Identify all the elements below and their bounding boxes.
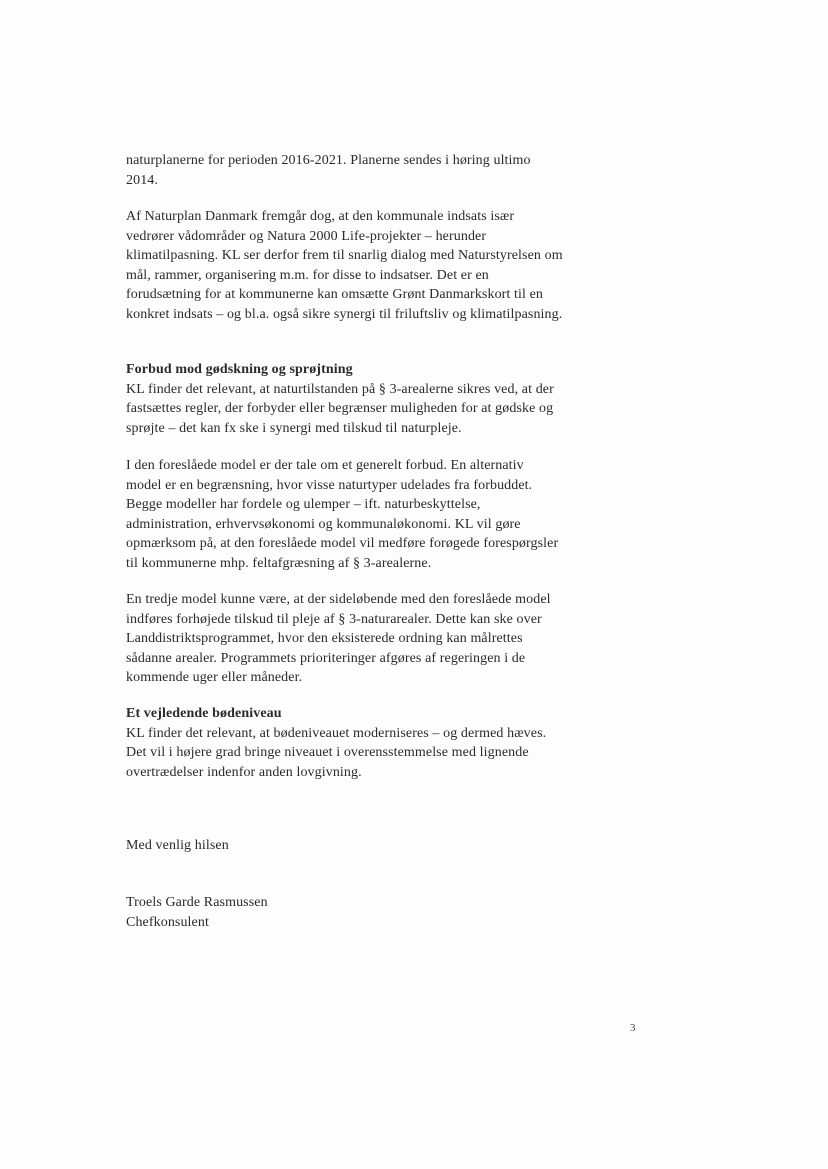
text-line: opmærksom på, at den foreslåede model vil medføre forøgede forespørgsler bbox=[126, 536, 559, 551]
text-line: Af Naturplan Danmark fremgår dog, at den kommunale indsats især bbox=[126, 209, 515, 224]
text-line: til kommunerne mhp. feltafgræsning af § 3-arealerne. bbox=[126, 555, 432, 571]
paragraph-naturplaner bbox=[126, 151, 606, 190]
text-line: KL finder det relevant, at naturtilstanden på § 3-arealerne sikres ved, at der bbox=[126, 381, 554, 397]
text-line: mål, rammer, organisering m.m. for disse to indsatser. Det er en bbox=[126, 267, 489, 283]
text-line: overtrædelser indenfor anden lovgivning. bbox=[126, 764, 362, 780]
text-line: administration, erhvervsøkonomi og kommunaløkonomi. KL vil gøre bbox=[126, 516, 521, 532]
text-line: indføres forhøjede tilskud til pleje af § 3-naturarealer. Dette kan ske over bbox=[126, 611, 542, 627]
text-line: Landdistriktsprogrammet, hvor den eksisterede ordning kan målrettes bbox=[126, 631, 523, 646]
text-line: konkret indsats – og bl.a. også sikre synergi til friluftsliv og klimatilpasning. bbox=[126, 306, 563, 322]
text-line: sprøjte – det kan fx ske i synergi med tilskud til naturpleje. bbox=[126, 420, 462, 436]
text-line: model er en begrænsning, hvor visse naturtyper udelades fra forbuddet. bbox=[126, 477, 533, 493]
text-line: naturplanerne for perioden 2016-2021. Planerne sendes i høring ultimo bbox=[126, 153, 531, 168]
page-number: 3 bbox=[630, 1022, 636, 1034]
text-line: I den foreslåede model er der tale om et generelt forbud. En alternativ bbox=[126, 458, 524, 473]
section-heading: Forbud mod gødskning og sprøjtning bbox=[126, 362, 353, 377]
text-line: fastsættes regler, der forbyder eller begrænser muligheden for at gødske og bbox=[126, 401, 554, 416]
text-line: KL finder det relevant, at bødeniveauet moderniseres – og dermed hæves. bbox=[126, 725, 547, 741]
text-line: klimatilpasning. KL ser derfor frem til snarlig dialog med Naturstyrelsen om bbox=[126, 248, 563, 263]
text-line: Begge modeller har fordele og ulemper – ift. naturbeskyttelse, bbox=[126, 497, 481, 512]
text-line: Det vil i højere grad bringe niveauet i overensstemmelse med lignende bbox=[126, 745, 529, 760]
closing-salutation: Med venlig hilsen bbox=[126, 838, 229, 853]
text-line: En tredje model kunne være, at der sideløbende med den foreslåede model bbox=[126, 592, 551, 607]
text-line: 2014. bbox=[126, 172, 158, 188]
section-heading: Et vejledende bødeniveau bbox=[126, 706, 282, 721]
text-line: vedrører vådområder og Natura 2000 Life-projekter – herunder bbox=[126, 228, 487, 244]
section-bodeniveau bbox=[126, 704, 606, 782]
section-forbud bbox=[126, 360, 606, 438]
closing-block bbox=[126, 836, 606, 856]
text-line: kommende uger eller måneder. bbox=[126, 670, 303, 685]
signature-block bbox=[126, 893, 606, 932]
signer-title: Chefkonsulent bbox=[126, 914, 209, 930]
text-line: forudsætning for at kommunerne kan omsætte Grønt Danmarkskort til en bbox=[126, 287, 544, 302]
paragraph-naturplan-danmark bbox=[126, 207, 606, 324]
paragraph-tredje-model bbox=[126, 590, 606, 688]
paragraph-foreslaaede-model bbox=[126, 456, 606, 573]
text-line: sådanne arealer. Programmets prioriteringer afgøres af regeringen i de bbox=[126, 650, 526, 666]
signer-name: Troels Garde Rasmussen bbox=[126, 895, 268, 910]
